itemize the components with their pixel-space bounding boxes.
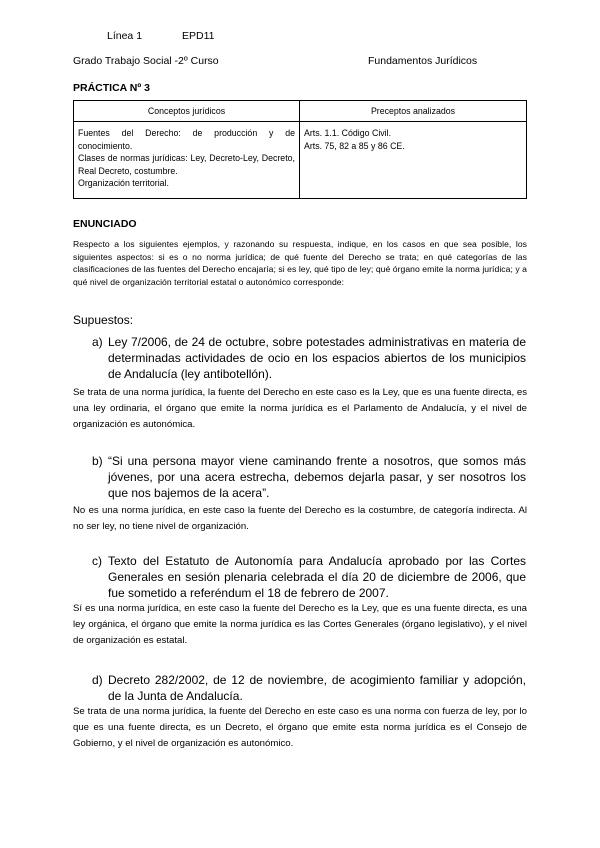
concepts-cell <box>74 122 300 199</box>
answer-d: Se trata de una norma jurídica, la fuente del Derecho en este caso es una norma con fuerza de ley, por lo que es una fuente directa, es un Decreto, el órgano que emite esta norma jurídica es el Consejo de Gobierno, y el nivel de organización es autonómico. <box>73 706 527 749</box>
col-header-concepts: Conceptos jurídicos <box>74 101 300 122</box>
supuesto-marker: b) <box>92 454 103 468</box>
header-subject: Fundamentos Jurídicos <box>368 55 478 67</box>
precepts-cell <box>300 122 527 199</box>
header-line-label: Línea 1 <box>107 30 143 42</box>
table-header-row <box>74 101 527 122</box>
concepts-table <box>73 100 527 199</box>
practice-title: PRÁCTICA Nº 3 <box>73 82 150 94</box>
header-epd-label: EPD11 <box>182 30 215 42</box>
supuestos-label: Supuestos: <box>73 313 134 327</box>
supuesto-marker: a) <box>92 335 103 349</box>
answer-c: Sí es una norma jurídica, en este caso la fuente del Derecho es la Ley, que es una fuente directa, es una ley orgánica, el órgano que emite la norma jurídica es las Cortes Generales (órgano legislativo), y el nivel de organización es estatal. <box>73 603 527 646</box>
supuesto-marker: d) <box>92 673 103 687</box>
concept-item: Fuentes del Derecho: de producción y de conocimiento. <box>78 128 295 151</box>
concept-item: Clases de normas jurídicas: Ley, Decreto-Ley, Decreto, Real Decreto, costumbre. <box>78 153 295 176</box>
enunciado-text: Respecto a los siguientes ejemplos, y razonando su respuesta, indique, en los casos en que sea posible, los siguientes aspectos: si es o no norma jurídica; de qué fuente del Derecho se trata; en qué categorías de las clasificaciones de las fuentes del Derecho encajaría; si es ley, qué tipo de ley; qué órgano emite la norma jurídica; y a qué nivel de organización territorial estatal o autonómico corresponde: <box>73 239 527 287</box>
supuesto-text: Ley 7/2006, de 24 de octubre, sobre potestades administrativas en materia de determinadas actividades de ocio en los espacios abiertos de los municipios de Andalucía (ley antibotellón). <box>108 335 526 381</box>
header-degree: Grado Trabajo Social -2º Curso <box>73 55 219 67</box>
precept-item: Arts. 75, 82 a 85 y 86 CE. <box>304 140 405 151</box>
answer-b: No es una norma jurídica, en este caso la fuente del Derecho es la costumbre, de categoría indirecta. Al no ser ley, no tiene nivel de organización. <box>73 505 527 532</box>
col-header-precepts: Preceptos analizados <box>300 101 527 122</box>
supuesto-text: “Si una persona mayor viene caminando frente a nosotros, que somos más jóvenes, por una acera estrecha, debemos dejarla pasar, y ser nosotros los que nos bajemos de la acera”. <box>108 454 526 500</box>
supuesto-text: Texto del Estatuto de Autonomía para Andalucía aprobado por las Cortes Generales en sesión plenaria celebrada el día 20 de diciembre de 2006, que fue sometido a referéndum el 18 de febrero de 2007. <box>108 554 526 600</box>
precept-item: Arts. 1.1. Código Civil. <box>304 128 392 138</box>
concept-item: Organización territorial. <box>78 178 169 188</box>
table-row <box>74 122 527 199</box>
header-line <box>107 30 215 42</box>
supuesto-text: Decreto 282/2002, de 12 de noviembre, de acogimiento familiar y adopción, de la Junta de Andalucía. <box>108 673 526 703</box>
enunciado-title: ENUNCIADO <box>73 218 137 230</box>
header-course <box>73 55 513 67</box>
answer-a: Se trata de una norma jurídica, la fuente del Derecho en este caso es la Ley, que es una fuente directa, es una ley ordinaria, el órgano que emite la norma jurídica es el Parlamento de Andalucía, y el nivel de organización es autonómica. <box>73 387 527 430</box>
supuesto-marker: c) <box>92 554 102 568</box>
